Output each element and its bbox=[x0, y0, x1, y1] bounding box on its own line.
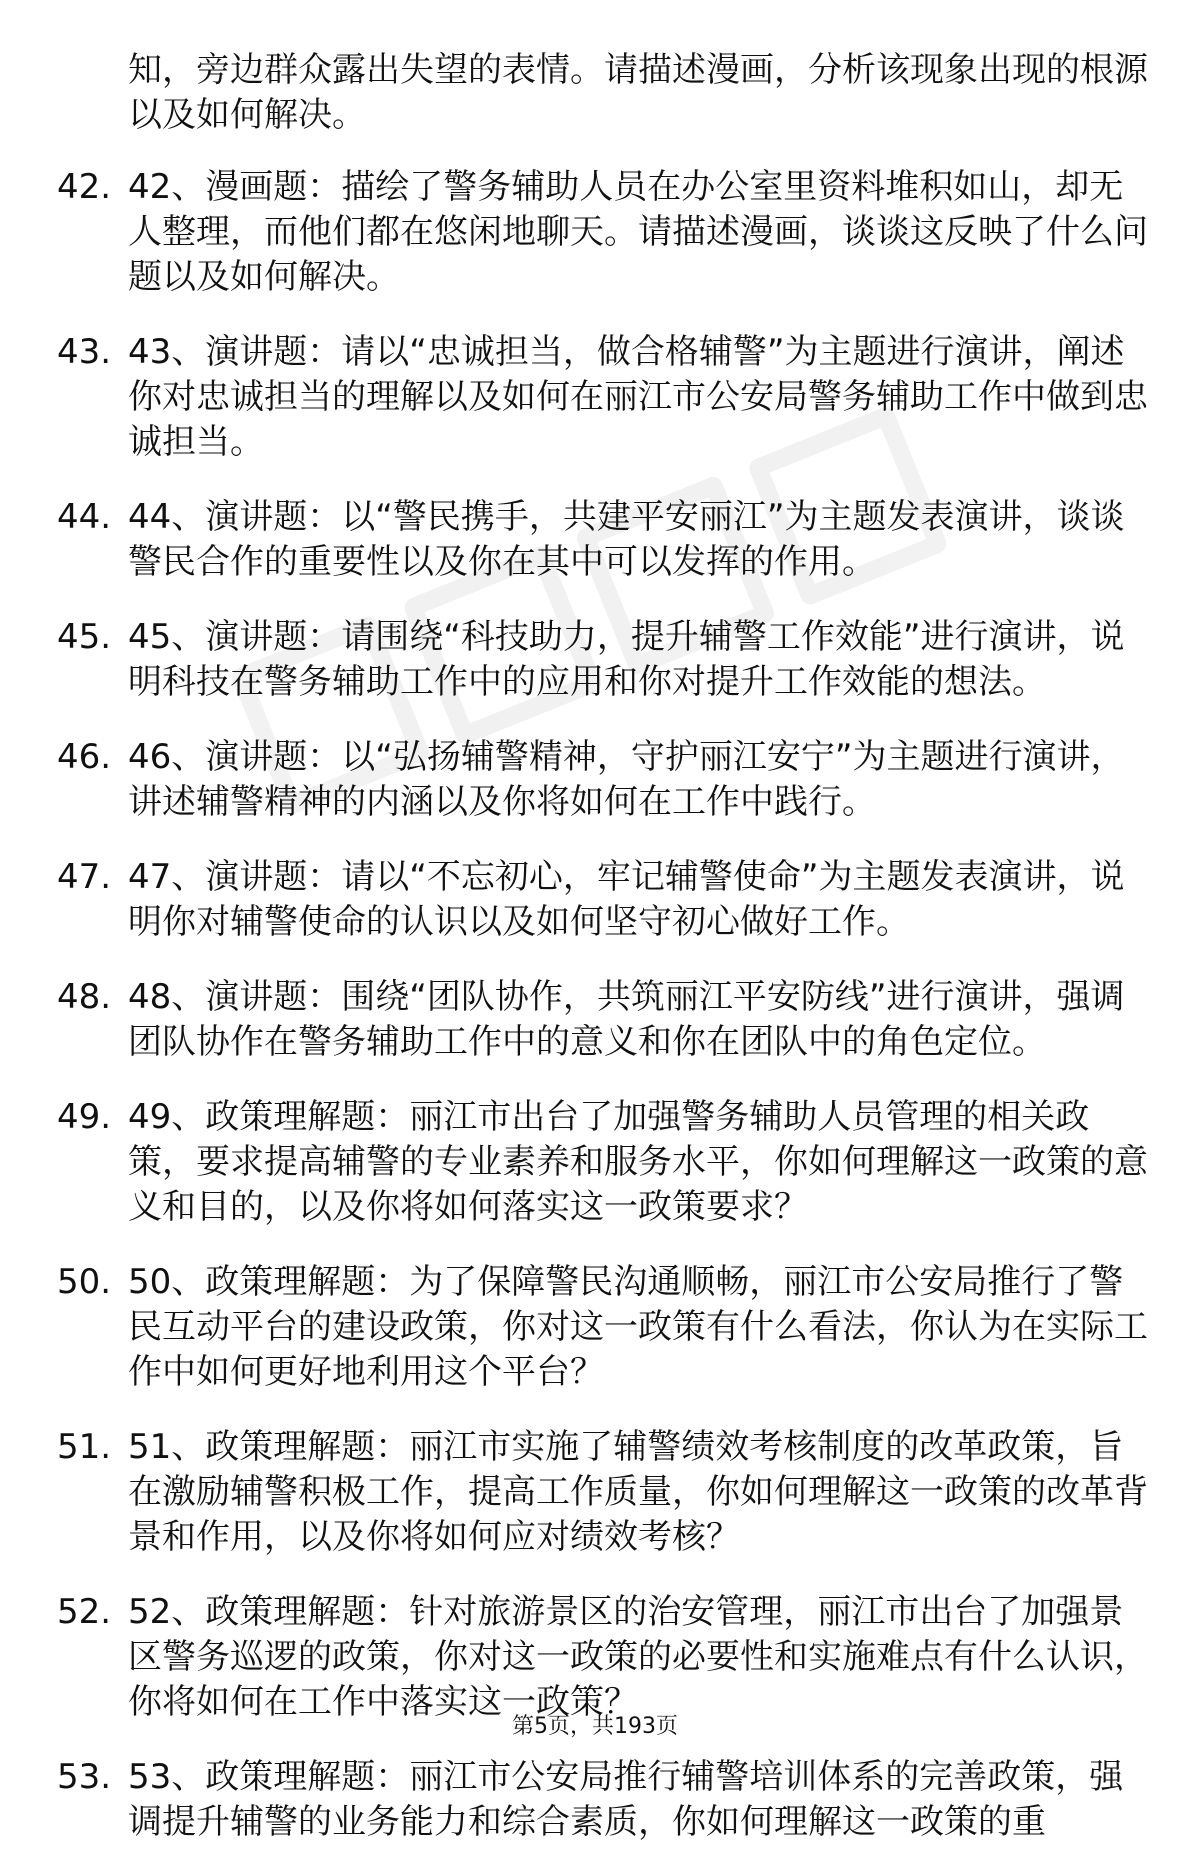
list-item bbox=[0, 1425, 1190, 1560]
question-list bbox=[0, 48, 1190, 1875]
list-item bbox=[0, 1590, 1190, 1725]
item-text: 48、演讲题：围绕“团队协作，共筑丽江平安防线”进行演讲，强调团队协作在警务辅助工作中的意义和你在团队中的角色定位。 bbox=[128, 977, 1125, 1062]
item-text: 50、政策理解题：为了保障警民沟通顺畅，丽江市公安局推行了警民互动平台的建设政策，你对这一政策有什么看法，你认为在实际工作中如何更好地利用这个平台？ bbox=[128, 1262, 1148, 1392]
list-item bbox=[0, 165, 1190, 300]
item-text: 51、政策理解题：丽江市实施了辅警绩效考核制度的改革政策，旨在激励辅警积极工作，提高工作质量，你如何理解这一政策的改革背景和作用，以及你将如何应对绩效考核？ bbox=[128, 1427, 1148, 1557]
item-number: 43. bbox=[57, 332, 112, 372]
item-number: 46. bbox=[57, 737, 112, 777]
item-text: 46、演讲题：以“弘扬辅警精神，守护丽江安宁”为主题进行演讲，讲述辅警精神的内涵以及你将如何在工作中践行。 bbox=[128, 737, 1125, 822]
list-item bbox=[0, 975, 1190, 1065]
item-number: 47. bbox=[57, 857, 112, 897]
item-text: 44、演讲题：以“警民携手，共建平安丽江”为主题发表演讲，谈谈警民合作的重要性以及你在其中可以发挥的作用。 bbox=[128, 497, 1125, 582]
item-number: 53. bbox=[57, 1757, 112, 1797]
item-text: 49、政策理解题：丽江市出台了加强警务辅助人员管理的相关政策，要求提高辅警的专业素养和服务水平，你如何理解这一政策的意义和目的，以及你将如何落实这一政策要求？ bbox=[128, 1097, 1148, 1227]
item-number: 51. bbox=[57, 1427, 112, 1467]
list-item bbox=[0, 735, 1190, 825]
list-item bbox=[0, 1095, 1190, 1230]
list-item bbox=[0, 855, 1190, 945]
item-number: 45. bbox=[57, 617, 112, 657]
item-number: 50. bbox=[57, 1262, 112, 1302]
item-number: 42. bbox=[57, 167, 112, 207]
item-text: 47、演讲题：请以“不忘初心，牢记辅警使命”为主题发表演讲，说明你对辅警使命的认识以及如何坚守初心做好工作。 bbox=[128, 857, 1125, 942]
page-footer: 第5页，共193页 bbox=[512, 1714, 678, 1739]
item-number: 44. bbox=[57, 497, 112, 537]
item-text: 42、漫画题：描绘了警务辅助人员在办公室里资料堆积如山，却无人整理，而他们都在悠闲地聊天。请描述漫画，谈谈这反映了什么问题以及如何解决。 bbox=[128, 167, 1148, 297]
item-number: 52. bbox=[57, 1592, 112, 1632]
list-item bbox=[0, 1755, 1190, 1845]
continuation-text: 知，旁边群众露出失望的表情。请描述漫画，分析该现象出现的根源以及如何解决。 bbox=[128, 50, 1148, 135]
list-item bbox=[0, 495, 1190, 585]
item-number: 48. bbox=[57, 977, 112, 1017]
item-number: 49. bbox=[57, 1097, 112, 1137]
item-text: 52、政策理解题：针对旅游景区的治安管理，丽江市出台了加强景区警务巡逻的政策，你对这一政策的必要性和实施难点有什么认识，你将如何在工作中落实这一政策？ bbox=[128, 1592, 1148, 1722]
list-item bbox=[0, 615, 1190, 705]
item-text: 45、演讲题：请围绕“科技助力，提升辅警工作效能”进行演讲，说明科技在警务辅助工作中的应用和你对提升工作效能的想法。 bbox=[128, 617, 1125, 702]
list-item bbox=[0, 330, 1190, 465]
item-text: 53、政策理解题：丽江市公安局推行辅警培训体系的完善政策，强调提升辅警的业务能力和综合素质，你如何理解这一政策的重 bbox=[128, 1757, 1124, 1842]
item-text: 43、演讲题：请以“忠诚担当，做合格辅警”为主题进行演讲，阐述你对忠诚担当的理解以及如何在丽江市公安局警务辅助工作中做到忠诚担当。 bbox=[128, 332, 1148, 462]
list-item bbox=[0, 1260, 1190, 1395]
